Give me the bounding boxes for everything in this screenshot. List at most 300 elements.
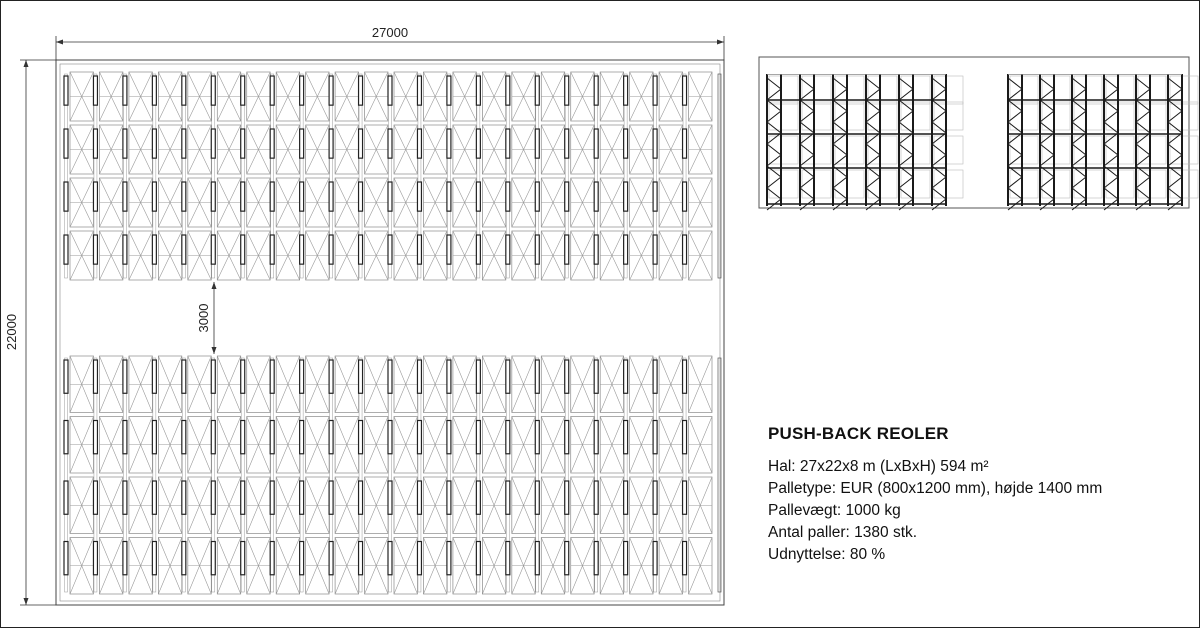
rack-beam-marker: [506, 76, 510, 105]
rack-beam-marker: [683, 481, 687, 514]
pallet-cross: [630, 538, 653, 595]
pallet-cross: [659, 538, 682, 595]
pallet-cross: [541, 356, 564, 413]
pallet-cross: [129, 417, 152, 474]
pallet-cross: [571, 231, 594, 280]
rack-beam-marker: [211, 235, 215, 264]
rack-beam-marker: [683, 421, 687, 454]
rack-beam-marker: [300, 421, 304, 454]
rack-beam-marker: [93, 421, 97, 454]
rack-beam-marker: [211, 542, 215, 575]
spec-pallet-type: Palletype: EUR (800x1200 mm), højde 1400 mm: [768, 480, 1103, 497]
rack-beam-marker: [123, 76, 127, 105]
rack-beam-marker: [476, 360, 480, 393]
pallet-cross: [600, 417, 623, 474]
pallet-cross: [600, 477, 623, 534]
rack-beam-marker: [359, 481, 363, 514]
pallet-cross: [99, 125, 122, 174]
pallet-cross: [365, 417, 388, 474]
pallet-cross: [541, 125, 564, 174]
pallet-cross: [247, 231, 270, 280]
rack-beam-marker: [182, 235, 186, 264]
rack-beam-marker: [64, 129, 68, 158]
pallet-cross: [70, 417, 93, 474]
pallet-cross: [70, 125, 93, 174]
pallet-cross: [99, 231, 122, 280]
rack-beam-marker: [93, 360, 97, 393]
spec-pallet-weight: Pallevægt: 1000 kg: [768, 502, 901, 519]
pallet-cross: [630, 477, 653, 534]
rack-beam-marker: [447, 76, 451, 105]
rack-beam-marker: [152, 481, 156, 514]
rack-beam-marker: [93, 182, 97, 211]
pallet-cross: [306, 356, 329, 413]
rack-beam-marker: [388, 481, 392, 514]
rack-beam-marker: [506, 360, 510, 393]
pallet-cross: [217, 477, 240, 534]
rack-beam-marker: [182, 182, 186, 211]
rack-beam-marker: [64, 182, 68, 211]
pallet-cross: [188, 125, 211, 174]
pallet-cross: [423, 417, 446, 474]
pallet-cross: [217, 231, 240, 280]
rack-beam-marker: [565, 129, 569, 158]
block-end-marker: [718, 358, 721, 592]
pallet-cross: [70, 356, 93, 413]
rack-beam-marker: [300, 481, 304, 514]
width-label: 22000: [4, 313, 19, 351]
rack-beam-marker: [152, 235, 156, 264]
pallet-cross: [512, 125, 535, 174]
rack-beam-marker: [388, 76, 392, 105]
rack-beam-marker: [211, 421, 215, 454]
rack-beam-marker: [93, 542, 97, 575]
rack-beam-marker: [93, 481, 97, 514]
pallet-cross: [158, 125, 181, 174]
pallet-cross: [512, 231, 535, 280]
pallet-cross: [217, 125, 240, 174]
pallet-cross: [158, 356, 181, 413]
pallet-cross: [453, 356, 476, 413]
pallet-cross: [70, 231, 93, 280]
pallet-cross: [247, 178, 270, 227]
rack-beam-marker: [182, 481, 186, 514]
pallet-cross: [423, 72, 446, 121]
pallet-cross: [423, 178, 446, 227]
pallet-cross: [571, 356, 594, 413]
pallet-cross: [689, 417, 712, 474]
rack-beam-marker: [594, 421, 598, 454]
rack-beam-marker: [388, 129, 392, 158]
rack-beam-marker: [594, 542, 598, 575]
rack-beam-marker: [594, 76, 598, 105]
pallet-cross: [188, 417, 211, 474]
rack-beam-marker: [476, 421, 480, 454]
pallet-cross: [70, 72, 93, 121]
pallet-cross: [659, 72, 682, 121]
rack-beam-marker: [329, 182, 333, 211]
pallet-cross: [394, 356, 417, 413]
rack-beam-marker: [123, 235, 127, 264]
rack-beam-marker: [506, 182, 510, 211]
rack-beam-marker: [241, 129, 245, 158]
rack-beam-marker: [624, 360, 628, 393]
rack-beam-marker: [300, 182, 304, 211]
rack-beam-marker: [241, 76, 245, 105]
rack-beam-marker: [417, 182, 421, 211]
rack-beam-marker: [329, 421, 333, 454]
pallet-cross: [306, 538, 329, 595]
rack-beam-marker: [653, 182, 657, 211]
rack-beam-marker: [211, 182, 215, 211]
pallet-cross: [217, 178, 240, 227]
rack-beam-marker: [417, 76, 421, 105]
rack-beam-marker: [241, 360, 245, 393]
pallet-cross: [365, 356, 388, 413]
pallet-cross: [453, 477, 476, 534]
rack-beam-marker: [653, 76, 657, 105]
rack-beam-marker: [152, 182, 156, 211]
rack-beam-marker: [211, 481, 215, 514]
pallet-cross: [129, 356, 152, 413]
rack-beam-marker: [359, 182, 363, 211]
pallet-cross: [188, 231, 211, 280]
rack-beam-marker: [329, 360, 333, 393]
pallet-cross: [306, 178, 329, 227]
rack-beam-marker: [565, 235, 569, 264]
rack-beam-marker: [535, 182, 539, 211]
length-label: 27000: [371, 25, 409, 40]
pallet-cross: [453, 72, 476, 121]
rack-beam-marker: [624, 542, 628, 575]
pallet-cross: [217, 356, 240, 413]
pallet-cross: [512, 178, 535, 227]
rack-beam-marker: [329, 481, 333, 514]
rack-beam-marker: [653, 421, 657, 454]
pallet-cross: [129, 178, 152, 227]
pallet-cross: [630, 125, 653, 174]
pallet-cross: [394, 417, 417, 474]
pallet-cross: [600, 538, 623, 595]
pallet-cross: [659, 477, 682, 534]
pallet-cross: [247, 538, 270, 595]
rack-beam-marker: [270, 76, 274, 105]
rack-beam-marker: [476, 481, 480, 514]
rack-beam-marker: [329, 235, 333, 264]
pallet-cross: [188, 72, 211, 121]
pallet-cross: [423, 477, 446, 534]
rack-beam-marker: [594, 129, 598, 158]
rack-beam-marker: [565, 360, 569, 393]
pallet-cross: [335, 72, 358, 121]
pallet-cross: [365, 477, 388, 534]
pallet-cross: [276, 356, 299, 413]
pallet-cross: [423, 538, 446, 595]
rack-beam-marker: [624, 481, 628, 514]
rack-beam-marker: [447, 182, 451, 211]
pallet-cross: [482, 417, 505, 474]
pallet-cross: [335, 538, 358, 595]
pallet-cross: [541, 477, 564, 534]
rack-beam-marker: [565, 182, 569, 211]
pallet-cross: [659, 231, 682, 280]
rack-beam-marker: [535, 76, 539, 105]
pallet-cross: [689, 538, 712, 595]
rack-beam-marker: [535, 421, 539, 454]
pallet-cross: [453, 125, 476, 174]
rack-beam-marker: [388, 360, 392, 393]
pallet-cross: [482, 72, 505, 121]
pallet-cross: [453, 538, 476, 595]
rack-beam-marker: [594, 360, 598, 393]
rack-beam-marker: [447, 421, 451, 454]
pallet-cross: [247, 72, 270, 121]
pallet-cross: [659, 356, 682, 413]
pallet-cross: [158, 231, 181, 280]
rack-beam-marker: [447, 360, 451, 393]
pallet-cross: [394, 125, 417, 174]
pallet-cross: [571, 417, 594, 474]
rack-beam-marker: [182, 421, 186, 454]
pallet-cross: [659, 125, 682, 174]
pallet-cross: [571, 477, 594, 534]
rack-beam-marker: [270, 360, 274, 393]
pallet-cross: [158, 477, 181, 534]
spec-utilization: Udnyttelse: 80 %: [768, 546, 886, 563]
pallet-cross: [423, 125, 446, 174]
pallet-cross: [394, 477, 417, 534]
rack-beam-marker: [476, 76, 480, 105]
pallet-cross: [276, 477, 299, 534]
rack-beam-marker: [683, 76, 687, 105]
rack-beam-marker: [624, 129, 628, 158]
rack-beam-marker: [447, 542, 451, 575]
rack-beam-marker: [594, 235, 598, 264]
rack-beam-marker: [182, 129, 186, 158]
pallet-cross: [394, 72, 417, 121]
pallet-cross: [571, 72, 594, 121]
rack-beam-marker: [535, 360, 539, 393]
rack-beam-marker: [388, 421, 392, 454]
pallet-cross: [600, 72, 623, 121]
rack-beam-marker: [624, 76, 628, 105]
rack-beam-marker: [300, 542, 304, 575]
pallet-cross: [276, 538, 299, 595]
rack-beam-marker: [270, 182, 274, 211]
pallet-cross: [188, 538, 211, 595]
rack-beam-marker: [64, 481, 68, 514]
pallet-cross: [306, 477, 329, 534]
pallet-cross: [99, 72, 122, 121]
pallet-cross: [689, 477, 712, 534]
rack-beam-marker: [64, 360, 68, 393]
pallet-cross: [630, 417, 653, 474]
pallet-cross: [335, 125, 358, 174]
rack-beam-marker: [211, 360, 215, 393]
pallet-cross: [99, 417, 122, 474]
pallet-cross: [129, 231, 152, 280]
rack-beam-marker: [123, 481, 127, 514]
rack-beam-marker: [624, 182, 628, 211]
rack-beam-marker: [152, 76, 156, 105]
rack-block-bottom: [64, 356, 721, 594]
pallet-cross: [394, 538, 417, 595]
rack-beam-marker: [329, 129, 333, 158]
rack-beam-marker: [123, 421, 127, 454]
pallet-cross: [482, 178, 505, 227]
rack-beam-marker: [123, 542, 127, 575]
pallet-cross: [600, 356, 623, 413]
rack-beam-marker: [359, 360, 363, 393]
width-dimension: [4, 60, 56, 605]
pallet-cross: [453, 231, 476, 280]
rack-beam-marker: [270, 542, 274, 575]
pallet-cross: [482, 356, 505, 413]
rack-beam-marker: [624, 235, 628, 264]
rack-beam-marker: [359, 129, 363, 158]
pallet-cross: [689, 231, 712, 280]
pallet-cross: [689, 125, 712, 174]
pallet-cross: [129, 538, 152, 595]
pallet-cross: [630, 356, 653, 413]
pallet-cross: [689, 178, 712, 227]
rack-beam-marker: [447, 129, 451, 158]
pallet-cross: [482, 538, 505, 595]
pallet-cross: [217, 72, 240, 121]
pallet-cross: [482, 477, 505, 534]
rack-beam-marker: [359, 542, 363, 575]
rack-beam-marker: [594, 182, 598, 211]
rack-beam-marker: [565, 76, 569, 105]
pallet-cross: [158, 178, 181, 227]
rack-beam-marker: [359, 235, 363, 264]
pallet-cross: [158, 417, 181, 474]
rack-beam-marker: [535, 481, 539, 514]
pallet-cross: [365, 231, 388, 280]
rack-beam-marker: [388, 542, 392, 575]
rack-beam-marker: [683, 542, 687, 575]
rack-beam-marker: [683, 182, 687, 211]
pallet-cross: [659, 178, 682, 227]
pallet-cross: [276, 231, 299, 280]
pallet-cross: [188, 178, 211, 227]
rack-beam-marker: [506, 481, 510, 514]
rack-beam-marker: [388, 235, 392, 264]
rack-beam-marker: [64, 76, 68, 105]
pallet-cross: [541, 178, 564, 227]
rack-beam-marker: [241, 235, 245, 264]
pallet-cross: [99, 477, 122, 534]
rack-beam-marker: [123, 129, 127, 158]
pallet-cross: [276, 417, 299, 474]
pallet-cross: [423, 356, 446, 413]
rack-beam-marker: [417, 360, 421, 393]
pallet-cross: [335, 356, 358, 413]
rack-beam-marker: [683, 360, 687, 393]
rack-beam-marker: [300, 129, 304, 158]
rack-beam-marker: [270, 129, 274, 158]
pallet-cross: [365, 125, 388, 174]
rack-beam-marker: [329, 76, 333, 105]
rack-block-top: [64, 72, 721, 280]
pallet-cross: [394, 178, 417, 227]
pallet-cross: [600, 178, 623, 227]
aisle-label: 3000: [196, 303, 211, 333]
pallet-cross: [541, 231, 564, 280]
pallet-cross: [158, 538, 181, 595]
rack-beam-marker: [123, 182, 127, 211]
pallet-cross: [541, 417, 564, 474]
rack-beam-marker: [565, 481, 569, 514]
pallet-cross: [99, 538, 122, 595]
rack-beam-marker: [565, 542, 569, 575]
rack-beam-marker: [300, 360, 304, 393]
rack-beam-marker: [447, 481, 451, 514]
rack-beam-marker: [506, 421, 510, 454]
pallet-cross: [247, 417, 270, 474]
length-dimension: [56, 25, 724, 60]
pallet-cross: [630, 72, 653, 121]
pallet-cross: [365, 178, 388, 227]
rack-beam-marker: [241, 542, 245, 575]
rack-beam-marker: [653, 360, 657, 393]
rack-beam-marker: [241, 182, 245, 211]
aisle-dimension: [196, 282, 217, 354]
rack-beam-marker: [653, 542, 657, 575]
rack-beam-marker: [270, 481, 274, 514]
pallet-cross: [512, 72, 535, 121]
pallet-cross: [453, 178, 476, 227]
rack-beam-marker: [535, 542, 539, 575]
pallet-cross: [188, 477, 211, 534]
pallet-cross: [512, 477, 535, 534]
rack-beam-marker: [653, 129, 657, 158]
rack-beam-marker: [476, 129, 480, 158]
rack-beam-marker: [93, 76, 97, 105]
pallet-cross: [630, 178, 653, 227]
rack-beam-marker: [270, 421, 274, 454]
rack-beam-marker: [359, 421, 363, 454]
pallet-cross: [70, 178, 93, 227]
pallet-cross: [129, 72, 152, 121]
pallet-cross: [512, 356, 535, 413]
rack-beam-marker: [594, 481, 598, 514]
rack-beam-marker: [476, 235, 480, 264]
pallet-cross: [571, 538, 594, 595]
rack-beam-marker: [241, 481, 245, 514]
rack-beam-marker: [506, 542, 510, 575]
pallet-cross: [482, 125, 505, 174]
pallet-cross: [335, 417, 358, 474]
rack-beam-marker: [506, 129, 510, 158]
rack-beam-marker: [653, 235, 657, 264]
pallet-cross: [689, 72, 712, 121]
rack-beam-marker: [417, 235, 421, 264]
pallet-cross: [512, 538, 535, 595]
spec-title: PUSH-BACK REOLER: [768, 424, 949, 443]
pallet-cross: [423, 231, 446, 280]
rack-beam-marker: [152, 129, 156, 158]
pallet-cross: [247, 125, 270, 174]
pallet-cross: [276, 125, 299, 174]
rack-beam-marker: [417, 129, 421, 158]
pallet-cross: [306, 417, 329, 474]
rack-beam-marker: [417, 542, 421, 575]
rack-beam-marker: [329, 542, 333, 575]
pallet-cross: [365, 538, 388, 595]
pallet-cross: [453, 417, 476, 474]
pallet-cross: [188, 356, 211, 413]
